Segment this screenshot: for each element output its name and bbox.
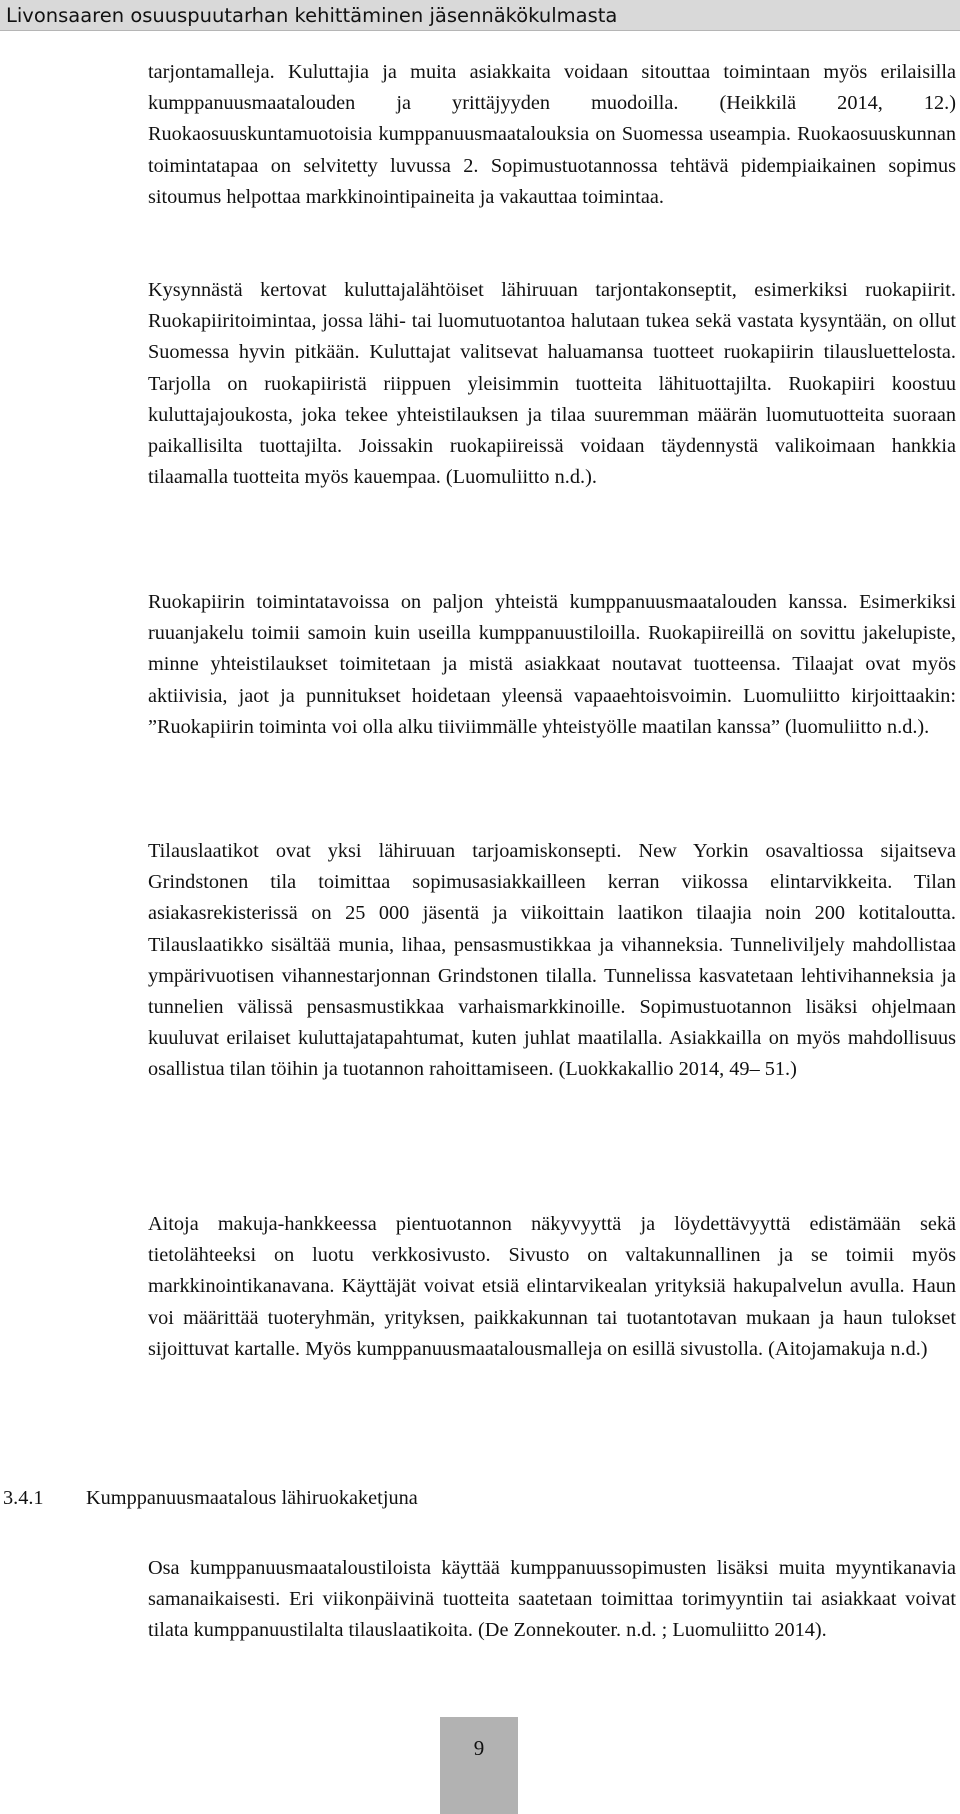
document-title: Livonsaaren osuuspuutarhan kehittäminen jäsennäkökulmasta (6, 4, 618, 27)
page-header (0, 0, 960, 31)
section-title: Kumppanuusmaatalous lähiruokaketjuna (86, 1487, 418, 1509)
paragraph-1: tarjontamalleja. Kuluttajia ja muita asiakkaita voidaan sitouttaa toimintaan myös erilaisilla kumppanuusmaatalouden ja yrittäjyyden muodoilla. (Heikkilä 2014, 12.) Ruokaosuuskuntamuotoisia kumppanuusmaatalouksia on Suomessa useampia. Ruokaosuuskunnan toimintatapaa on selvitetty luvussa 2. Sopimustuotannossa tehtävä pidempiaikainen sopimus sitoumus helpottaa markkinointipaineita ja vakauttaa toimintaa. (148, 61, 956, 208)
paragraph-6: Osa kumppanuusmaataloustiloista käyttää kumppanuussopimusten lisäksi muita myyntikanavia samanaikaisesti. Eri viikonpäivinä tuotteita saatetaan toimittaa torimyyntiin tai asiakkaat voivat tilata kumppanuustilalta tilauslaatikoita. (De Zonnekouter. n.d. ; Luomuliitto 2014). (148, 1557, 956, 1642)
page-number: 9 (473, 1736, 485, 1760)
paragraph-3: Ruokapiirin toimintatavoissa on paljon yhteistä kumppanuusmaatalouden kanssa. Esimerkiksi ruuanjakelu toimii samoin kuin useilla kumppanuustiloilla. Ruokapiireillä on sovittu jakelupiste, minne yhteistilaukset toimitetaan ja mistä asiakkaat noutavat tuotteensa. Tilaajat ovat myös aktiivisia, jaot ja punnitukset hoidetaan yleensä vapaaehtoisvoimin. Luomuliitto kirjoittaakin: ”Ruokapiirin toiminta voi olla alku tiiviimmälle yhteistyölle maatilan kanssa” (luomuliitto n.d.). (148, 591, 956, 738)
paragraph-2: Kysynnästä kertovat kuluttajalähtöiset lähiruuan tarjontakonseptit, esimerkiksi ruokapiirit. Ruokapiiritoimintaa, jossa lähi- tai luomutuotantoa halutaan tukea sekä vastata kysyntään, on ollut Suomessa hyvin pitkään. Kuluttajat valitsevat haluamansa tuotteet ruokapiirin tilausluettelosta. Tarjolla on ruokapiiristä riippuen yleisimmin tuotteita lähituottajilta. Ruokapiiri koostuu kuluttajajoukosta, joka tekee yhteistilauksen ja tilaa suuremman määrän luomutuotteita suoraan paikallisilta tuottajilta. Joissakin ruokapiireissä voidaan täydennystä valikoimaan hankkia tilaamalla tuotteita myös kauempaa. (Luomuliitto n.d.). (148, 279, 956, 489)
paragraph-4: Tilauslaatikot ovat yksi lähiruuan tarjoamiskonsepti. New Yorkin osavaltiossa sijaitseva Grindstonen tila toimittaa sopimusasiakkailleen kerran viikossa elintarvikkeita. Tilan asiakasrekisterissä on 25 000 jäsentä ja viikoittain laatikon tilaajia noin 200 kotitaloutta. Tilauslaatikko sisältää munia, lihaa, pensasmustikkaa ja vihanneksia. Tunneliviljely mahdollistaa ympärivuotisen vihannestarjonnan Grindstonen tilalla. Tunnelissa kasvatetaan lehtivihanneksia ja tunnelien välissä pensasmustikkaa varhaismarkkinoille. Sopimustuotannon lisäksi ohjelmaan kuuluvat erilaiset kuluttajatapahtumat, kuten juhlat maatilalla. Asiakkailla on myös mahdollisuus osallistua tilan töihin ja tuotannon rahoittamiseen. (Luokkakallio 2014, 49– 51.) (148, 840, 956, 1081)
page-number-box (440, 1717, 518, 1814)
section-number: 3.4.1 (3, 1487, 44, 1509)
paragraph-5: Aitoja makuja-hankkeessa pientuotannon näkyvyyttä ja löydettävyyttä edistämään sekä tietolähteeksi on luotu verkkosivusto. Sivusto on valtakunnallinen ja se toimii myös markkinointikanavana. Käyttäjät voivat etsiä elintarvikealan yrityksiä hakupalvelun avulla. Haun voi määrittää tuoteryhmän, yrityksen, paikkakunnan tai tuotantotavan mukaan ja haun tulokset sijoittuvat kartalle. Myös kumppanuusmaatalousmalleja on esillä sivustolla. (Aitojamakuja n.d.) (148, 1213, 956, 1360)
section-heading (0, 1483, 960, 1515)
